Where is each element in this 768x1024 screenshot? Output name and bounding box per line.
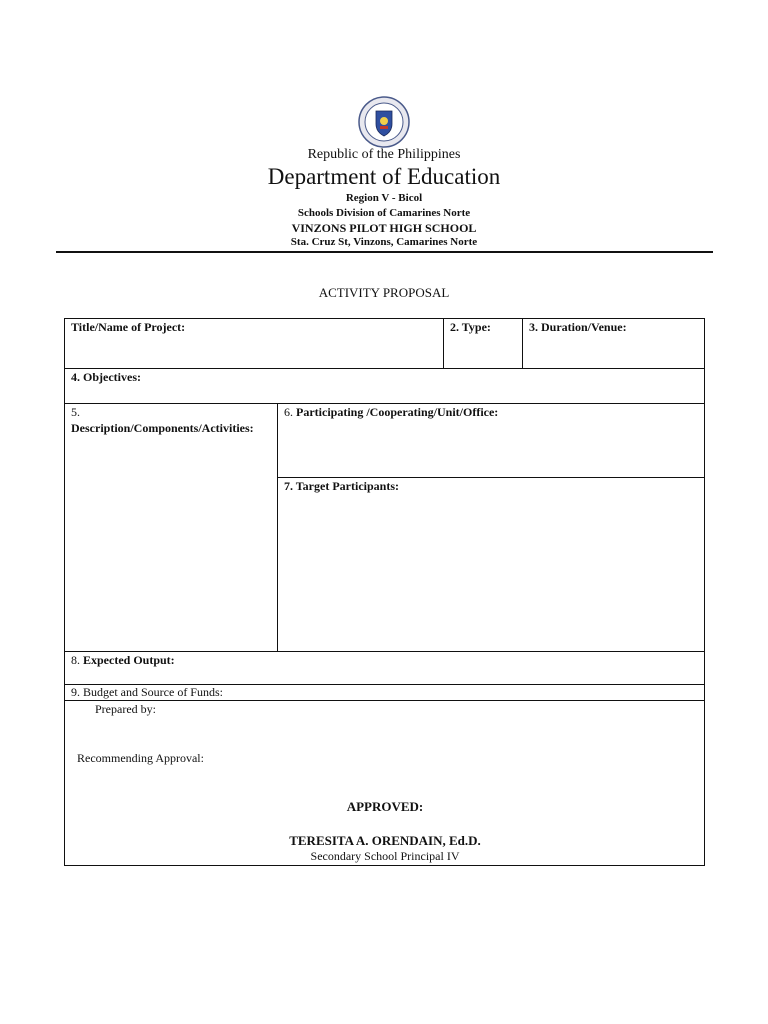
type-label: 2. Type: (450, 320, 491, 334)
department-name: Department of Education (267, 164, 501, 189)
approved-label: APPROVED: (346, 799, 424, 814)
recommending-approval-label: Recommending Approval: (77, 751, 204, 765)
target-participants-field[interactable] (278, 478, 705, 652)
budget-label: 9. Budget and Source of Funds: (71, 685, 223, 699)
title-label: Title/Name of Project: (71, 320, 186, 334)
target-participants-label: 7. Target Participants: (284, 479, 399, 493)
deped-seal-icon (358, 96, 410, 148)
title-field[interactable] (65, 319, 444, 369)
expected-output-number: 8. (71, 653, 80, 667)
description-label: Description/Components/Activities: (71, 421, 254, 435)
participating-field[interactable] (278, 404, 705, 478)
document-title: ACTIVITY PROPOSAL (318, 285, 450, 300)
header-divider (56, 251, 713, 253)
division-label: Schools Division of Camarines Norte (297, 207, 471, 219)
approver-name: TERESITA A. ORENDAIN, Ed.D. (289, 833, 481, 848)
objectives-label: 4. Objectives: (71, 370, 141, 384)
approver-position: Secondary School Principal IV (310, 849, 460, 863)
school-name: VINZONS PILOT HIGH SCHOOL (291, 221, 477, 235)
objectives-field[interactable] (65, 369, 705, 404)
school-address: Sta. Cruz St, Vinzons, Camarines Norte (290, 236, 478, 248)
description-number: 5. (71, 405, 80, 419)
duration-field[interactable] (523, 319, 705, 369)
description-field[interactable] (65, 404, 278, 652)
signatories-cell (65, 701, 705, 866)
type-field[interactable] (444, 319, 523, 369)
budget-field[interactable] (65, 685, 705, 701)
republic-label: Republic of the Philippines (307, 147, 461, 162)
participating-number: 6. (284, 405, 293, 419)
expected-output-field[interactable] (65, 652, 705, 685)
prepared-by-label: Prepared by: (95, 702, 156, 716)
proposal-form (64, 318, 705, 866)
expected-output-label: Expected Output: (83, 653, 175, 667)
participating-label: Participating /Cooperating/Unit/Office: (296, 405, 499, 419)
duration-label: 3. Duration/Venue: (529, 320, 627, 334)
region-label: Region V - Bicol (345, 192, 423, 204)
